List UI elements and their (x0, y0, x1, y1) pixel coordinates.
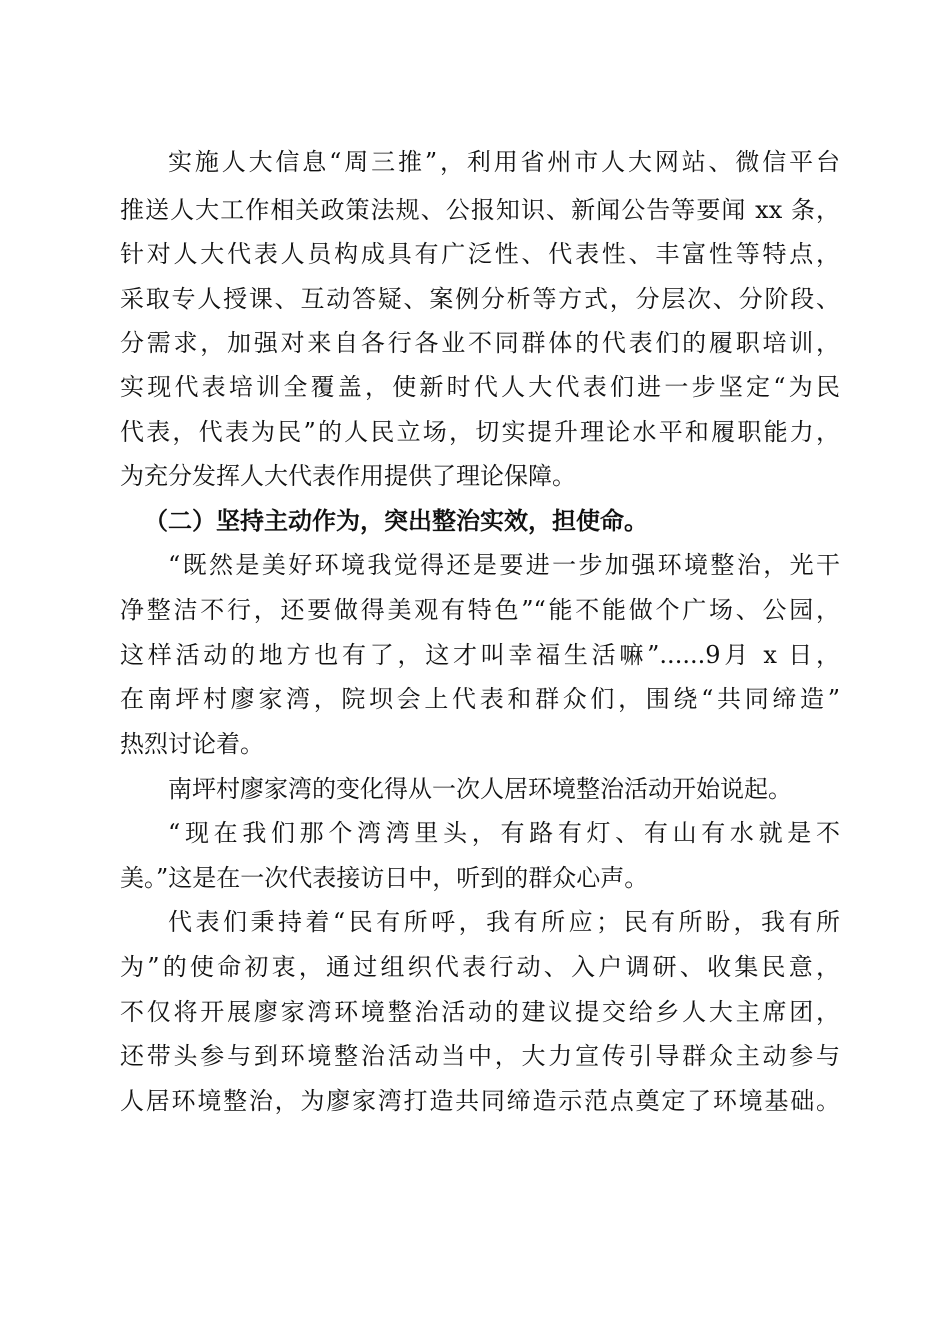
paragraph-2-line-3: 这样活动的地方也有了，这才叫幸福生活嘛”......9月 x 日， (120, 641, 840, 669)
paragraph-2-line-4: 在南坪村廖家湾，院坝会上代表和群众们，围绕“共同缔造” (120, 685, 840, 713)
paragraph-4-line-1: “现在我们那个湾湾里头，有路有灯、有山有水就是不 (168, 819, 840, 847)
paragraph-2-line-5: 热烈讨论着。 (120, 730, 264, 758)
paragraph-1-line-1: 实施人大信息“周三推”，利用省州市人大网站、微信平台 (168, 148, 840, 176)
paragraph-5-line-3: 不仅将开展廖家湾环境整治活动的建议提交给乡人大主席团， (120, 998, 840, 1026)
paragraph-1-line-3: 针对人大代表人员构成具有广泛性、代表性、丰富性等特点， (120, 240, 840, 268)
paragraph-5-line-4: 还带头参与到环境整治活动当中，大力宣传引导群众主动参与 (120, 1042, 840, 1070)
paragraph-1-line-5: 分需求，加强对来自各行各业不同群体的代表们的履职培训， (120, 329, 840, 357)
paragraph-5-line-1: 代表们秉持着“民有所呼，我有所应；民有所盼，我有所 (168, 908, 840, 936)
paragraph-4-line-2: 美。”这是在一次代表接访日中，听到的群众心声。 (120, 864, 649, 892)
section-heading: （二）坚持主动作为，突出整治实效，担使命。 (144, 506, 648, 535)
paragraph-5-line-5: 人居环境整治，为廖家湾打造共同缔造示范点奠定了环境基础。 (120, 1087, 840, 1115)
paragraph-1-line-8: 为充分发挥人大代表作用提供了理论保障。 (120, 462, 576, 490)
paragraph-2-line-2: 净整洁不行，还要做得美观有特色”“能不能做个广场、公园， (120, 596, 840, 624)
paragraph-5-line-2: 为”的使命初衷，通过组织代表行动、入户调研、收集民意， (120, 953, 840, 981)
paragraph-2-line-1: “既然是美好环境我觉得还是要进一步加强环境整治，光干 (168, 551, 840, 579)
paragraph-1-line-7: 代表，代表为民”的人民立场，切实提升理论水平和履职能力， (120, 418, 840, 446)
paragraph-1-line-6: 实现代表培训全覆盖，使新时代人大代表们进一步坚定“为民 (120, 373, 840, 401)
paragraph-1-line-4: 采取专人授课、互动答疑、案例分析等方式，分层次、分阶段、 (120, 285, 840, 313)
paragraph-3-line-1: 南坪村廖家湾的变化得从一次人居环境整治活动开始说起。 (168, 775, 792, 803)
paragraph-1-line-2: 推送人大工作相关政策法规、公报知识、新闻公告等要闻 xx 条， (120, 196, 840, 224)
